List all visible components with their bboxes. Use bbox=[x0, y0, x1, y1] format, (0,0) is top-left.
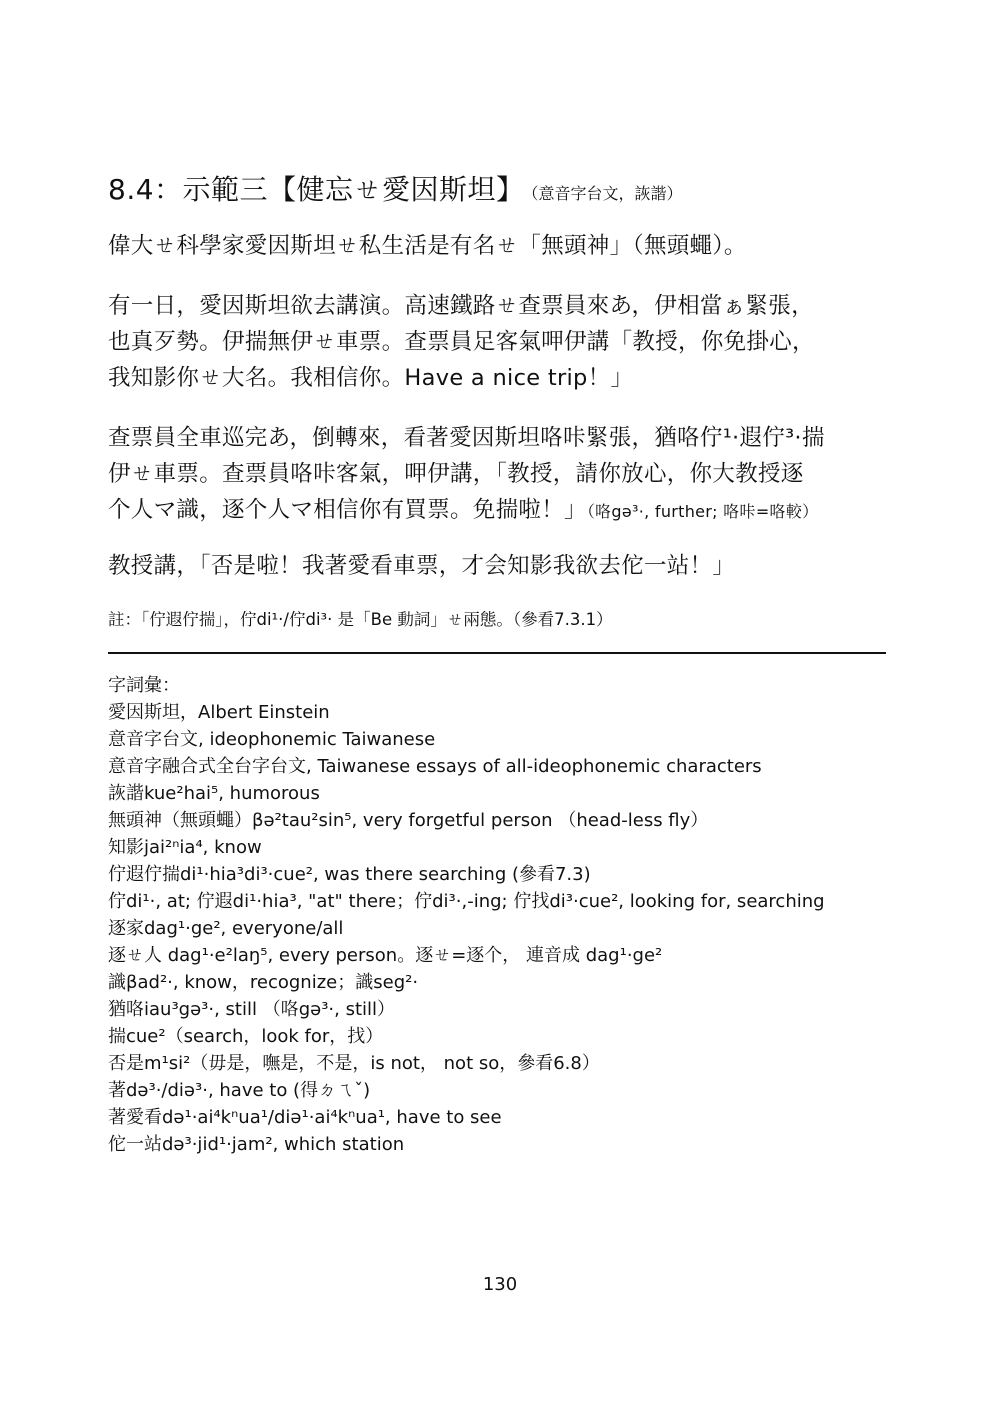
page-number: 130 bbox=[482, 1274, 518, 1295]
paragraph-line: 查票員全車巡完あ，倒轉來，看著愛因斯坦咯咔緊張，猶咯佇¹·遐佇³·揣 bbox=[108, 425, 825, 451]
vocabulary-heading: 字詞彙： bbox=[108, 675, 180, 696]
vocabulary-item: 愛因斯坦，Albert Einstein bbox=[108, 702, 330, 723]
vocabulary-item: 猶咯iau³gə³·, still （咯gə³·, still） bbox=[108, 999, 396, 1020]
vocabulary-item: 著də³·/diə³·, have to (得ㄉㄟˇ) bbox=[108, 1080, 371, 1101]
vocabulary-list bbox=[108, 672, 825, 1158]
divider bbox=[108, 652, 886, 654]
vocabulary-item: 詼諧kue²hai⁵, humorous bbox=[108, 783, 320, 804]
vocabulary-item: 揣cue²（search，look for，找） bbox=[108, 1026, 384, 1047]
paragraph-2 bbox=[108, 288, 908, 396]
vocabulary-item: 佇遐佇揣di¹·hia³di³·cue², was there searching (參看7.3) bbox=[108, 864, 591, 885]
paragraph-line-text: 个人マ識，逐个人マ相信你有買票。免揣啦！」 bbox=[108, 497, 587, 523]
paragraph-line bbox=[108, 492, 908, 530]
paragraph-line: 有一日，愛因斯坦欲去講演。高速鐵路ㄝ查票員來あ，伊相當ぁ緊張， bbox=[108, 293, 814, 319]
vocabulary-item: 佗一站də³·jid¹·jam², which station bbox=[108, 1134, 405, 1155]
paragraph-1 bbox=[108, 228, 908, 264]
paragraph-line: 偉大ㄝ科學家愛因斯坦ㄝ私生活是有名ㄝ「無頭神」（無頭蠅）。 bbox=[108, 233, 747, 259]
section-title: 8.4：示範三【健忘ㄝ愛因斯坦】 bbox=[108, 173, 525, 206]
vocabulary-item: 佇di¹·, at; 佇遐di¹·hia³, "at" there；佇di³·,-ing; 佇找di³·cue², looking for, searching bbox=[108, 891, 825, 912]
paragraph-4 bbox=[108, 548, 908, 584]
vocabulary-item: 否是m¹si²（毋是，嘸是，不是，is not， not so，參看6.8） bbox=[108, 1053, 600, 1074]
vocabulary-item: 逐ㄝ人 dag¹·e²laŋ⁵, every person。逐ㄝ=逐个， 連音成 dag¹·ge² bbox=[108, 945, 663, 966]
vocabulary-item: 知影jai²ⁿia⁴, know bbox=[108, 837, 262, 858]
vocabulary-item: 意音字融合式全台字台文, Taiwanese essays of all-ideophonemic characters bbox=[108, 756, 762, 777]
section-heading bbox=[108, 168, 683, 208]
paragraph-line: 也真歹勢。伊揣無伊ㄝ車票。查票員足客氣呷伊講「教授，你免掛心， bbox=[108, 329, 815, 355]
paragraph-line: 伊ㄝ車票。查票員咯咔客氣，呷伊講，「教授，請你放心，你大教授逐 bbox=[108, 461, 804, 487]
section-subtitle: （意音字台文，詼諧） bbox=[530, 184, 683, 203]
vocabulary-item: 識βad²·, know，recognize；識seg²· bbox=[108, 972, 419, 993]
vocabulary-item: 意音字台文, ideophonemic Taiwanese bbox=[108, 729, 436, 750]
footnote: 註：「佇遐佇揣」，佇di¹·/佇di³· 是「Be 動詞」ㄝ兩態。（參看7.3.1） bbox=[108, 610, 613, 629]
vocabulary-item: 著愛看də¹·ai⁴kⁿua¹/diə¹·ai⁴kⁿua¹, have to see bbox=[108, 1107, 502, 1128]
vocabulary-item: 無頭神（無頭蠅）βə²tau²sin⁵, very forgetful person （head-less fly） bbox=[108, 810, 709, 831]
paragraph-line: 我知影你ㄝ大名。我相信你。Have a nice trip！」 bbox=[108, 365, 634, 391]
paragraph-gloss: （咯gə³·, further; 咯咔=咯較） bbox=[586, 502, 819, 521]
paragraph-line: 教授講，「否是啦！我著愛看車票，才会知影我欲去佗一站！」 bbox=[108, 553, 736, 579]
vocabulary-item: 逐家dag¹·ge², everyone/all bbox=[108, 918, 344, 939]
paragraph-3 bbox=[108, 420, 908, 530]
